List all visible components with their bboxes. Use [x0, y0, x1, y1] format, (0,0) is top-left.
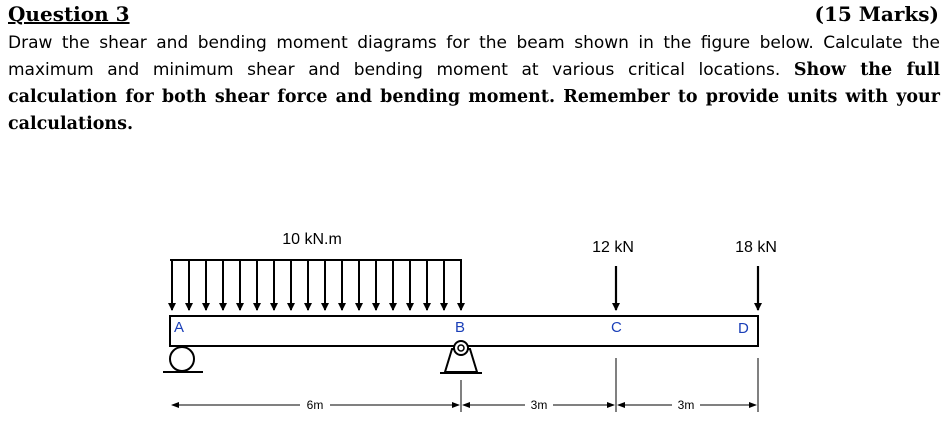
question-title: Question 3: [8, 2, 130, 26]
question-instructions: Draw the shear and bending moment diagrams for the beam shown in the figure below. Calculate the maximum and minimum shear and bending moment at various critical locations.: [8, 33, 940, 80]
node-c-label: C: [611, 319, 622, 336]
udl-arrows: [172, 260, 461, 310]
dim-label-bc: 3m: [530, 398, 548, 412]
roller-support-a: [163, 347, 203, 372]
dim-label-cd: 3m: [677, 398, 695, 412]
dimension-extension-lines: [461, 358, 758, 412]
node-a-label: A: [174, 319, 185, 336]
udl-label: 10 kN.m: [282, 231, 342, 248]
load-c-label: 12 kN: [592, 239, 634, 256]
node-b-label: B: [455, 319, 466, 336]
question-bold-instructions: Show the full calculation for both shear force and bending moment. Remember to provide units with your calculations.: [8, 60, 941, 134]
dim-label-ab: 6m: [306, 398, 324, 412]
load-d-label: 18 kN: [735, 239, 777, 256]
node-d-label: D: [738, 320, 749, 337]
question-marks: (15 Marks): [814, 2, 939, 26]
